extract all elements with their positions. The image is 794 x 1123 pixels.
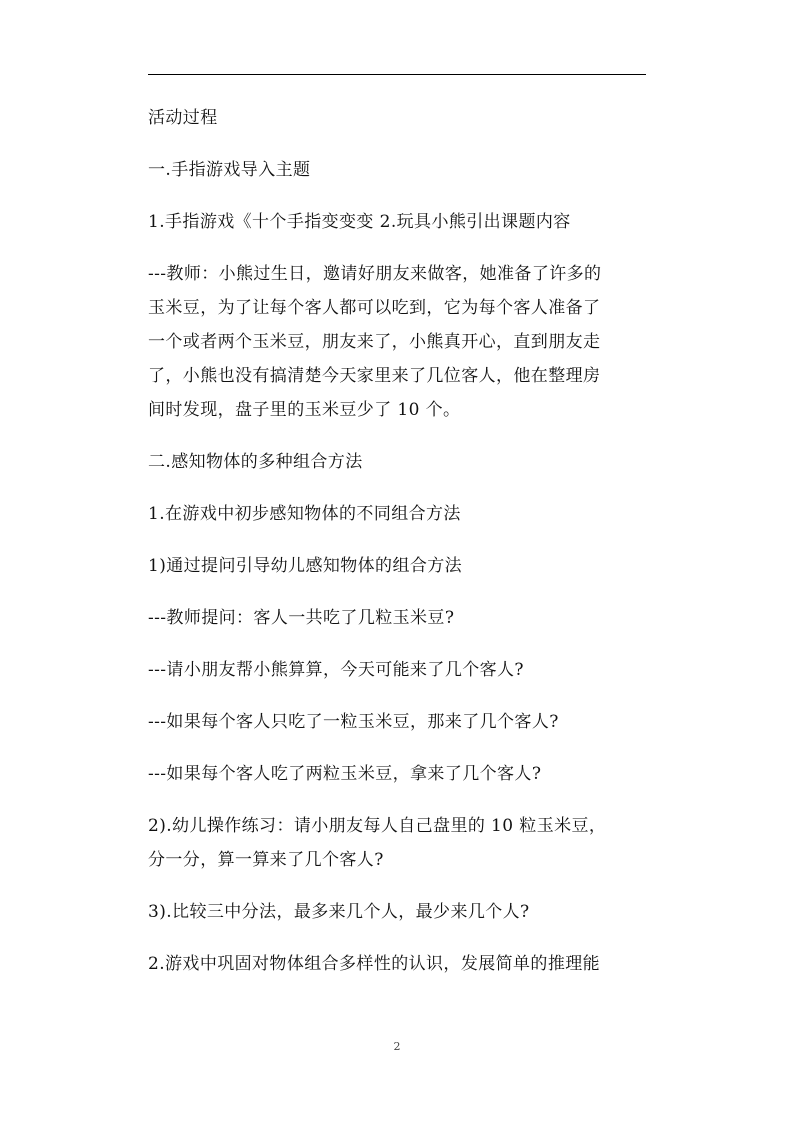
text-line: ---如果每个客人吃了两粒玉米豆，拿来了几个客人?: [148, 764, 542, 784]
document-body: [148, 101, 648, 981]
list-item-consolidate-game: [148, 947, 648, 981]
page-number: 2: [393, 1040, 401, 1053]
text-line: 2).幼儿操作练习：请小朋友每人自己盘里的 10 粒玉米豆，: [148, 816, 607, 836]
teacher-question-4: [148, 757, 648, 791]
sub-item-compare-methods: [148, 895, 648, 929]
teacher-question-3: [148, 705, 648, 739]
text-line: ---教师：小熊过生日，邀请好朋友来做客，她准备了许多的: [148, 264, 602, 284]
text-line: 活动过程: [148, 108, 218, 128]
text-line: 1.在游戏中初步感知物体的不同组合方法: [148, 504, 461, 524]
text-line: 2.游戏中巩固对物体组合多样性的认识，发展简单的推理能: [148, 954, 601, 974]
header-rule: [148, 74, 646, 75]
teacher-story-paragraph: [148, 257, 648, 427]
section-heading-one: [148, 153, 648, 187]
text-line: 了，小熊也没有搞清楚今天家里来了几位客人，他在整理房: [148, 366, 601, 386]
teacher-question-1: [148, 601, 648, 635]
text-line: ---请小朋友帮小熊算算，今天可能来了几个客人?: [148, 660, 524, 680]
text-line: 分一分，算一算来了几个客人?: [148, 850, 384, 870]
text-line: 1.手指游戏《十个手指变变变 2.玩具小熊引出课题内容: [148, 212, 571, 232]
text-line: 二.感知物体的多种组合方法: [148, 452, 363, 472]
text-line: ---如果每个客人只吃了一粒玉米豆，那来了几个客人?: [148, 712, 559, 732]
sub-item-operation-practice: [148, 809, 648, 877]
text-line: ---教师提问：客人一共吃了几粒玉米豆?: [148, 608, 455, 628]
text-line: 3).比较三中分法，最多来几个人，最少来几个人?: [148, 902, 530, 922]
text-line: 1)通过提问引导幼儿感知物体的组合方法: [148, 556, 463, 576]
section-heading-two: [148, 445, 648, 479]
text-line: 一.手指游戏导入主题: [148, 160, 311, 180]
text-line: 间时发现，盘子里的玉米豆少了 10 个。: [148, 400, 461, 420]
list-item-finger-game: [148, 205, 648, 239]
text-line: 一个或者两个玉米豆，朋友来了，小熊真开心，直到朋友走: [148, 332, 601, 352]
text-line: 玉米豆，为了让每个客人都可以吃到，它为每个客人准备了: [148, 298, 601, 318]
sub-item-questions-guide: [148, 549, 648, 583]
teacher-question-2: [148, 653, 648, 687]
heading-activity-process: [148, 101, 648, 135]
list-item-initial-perception: [148, 497, 648, 531]
